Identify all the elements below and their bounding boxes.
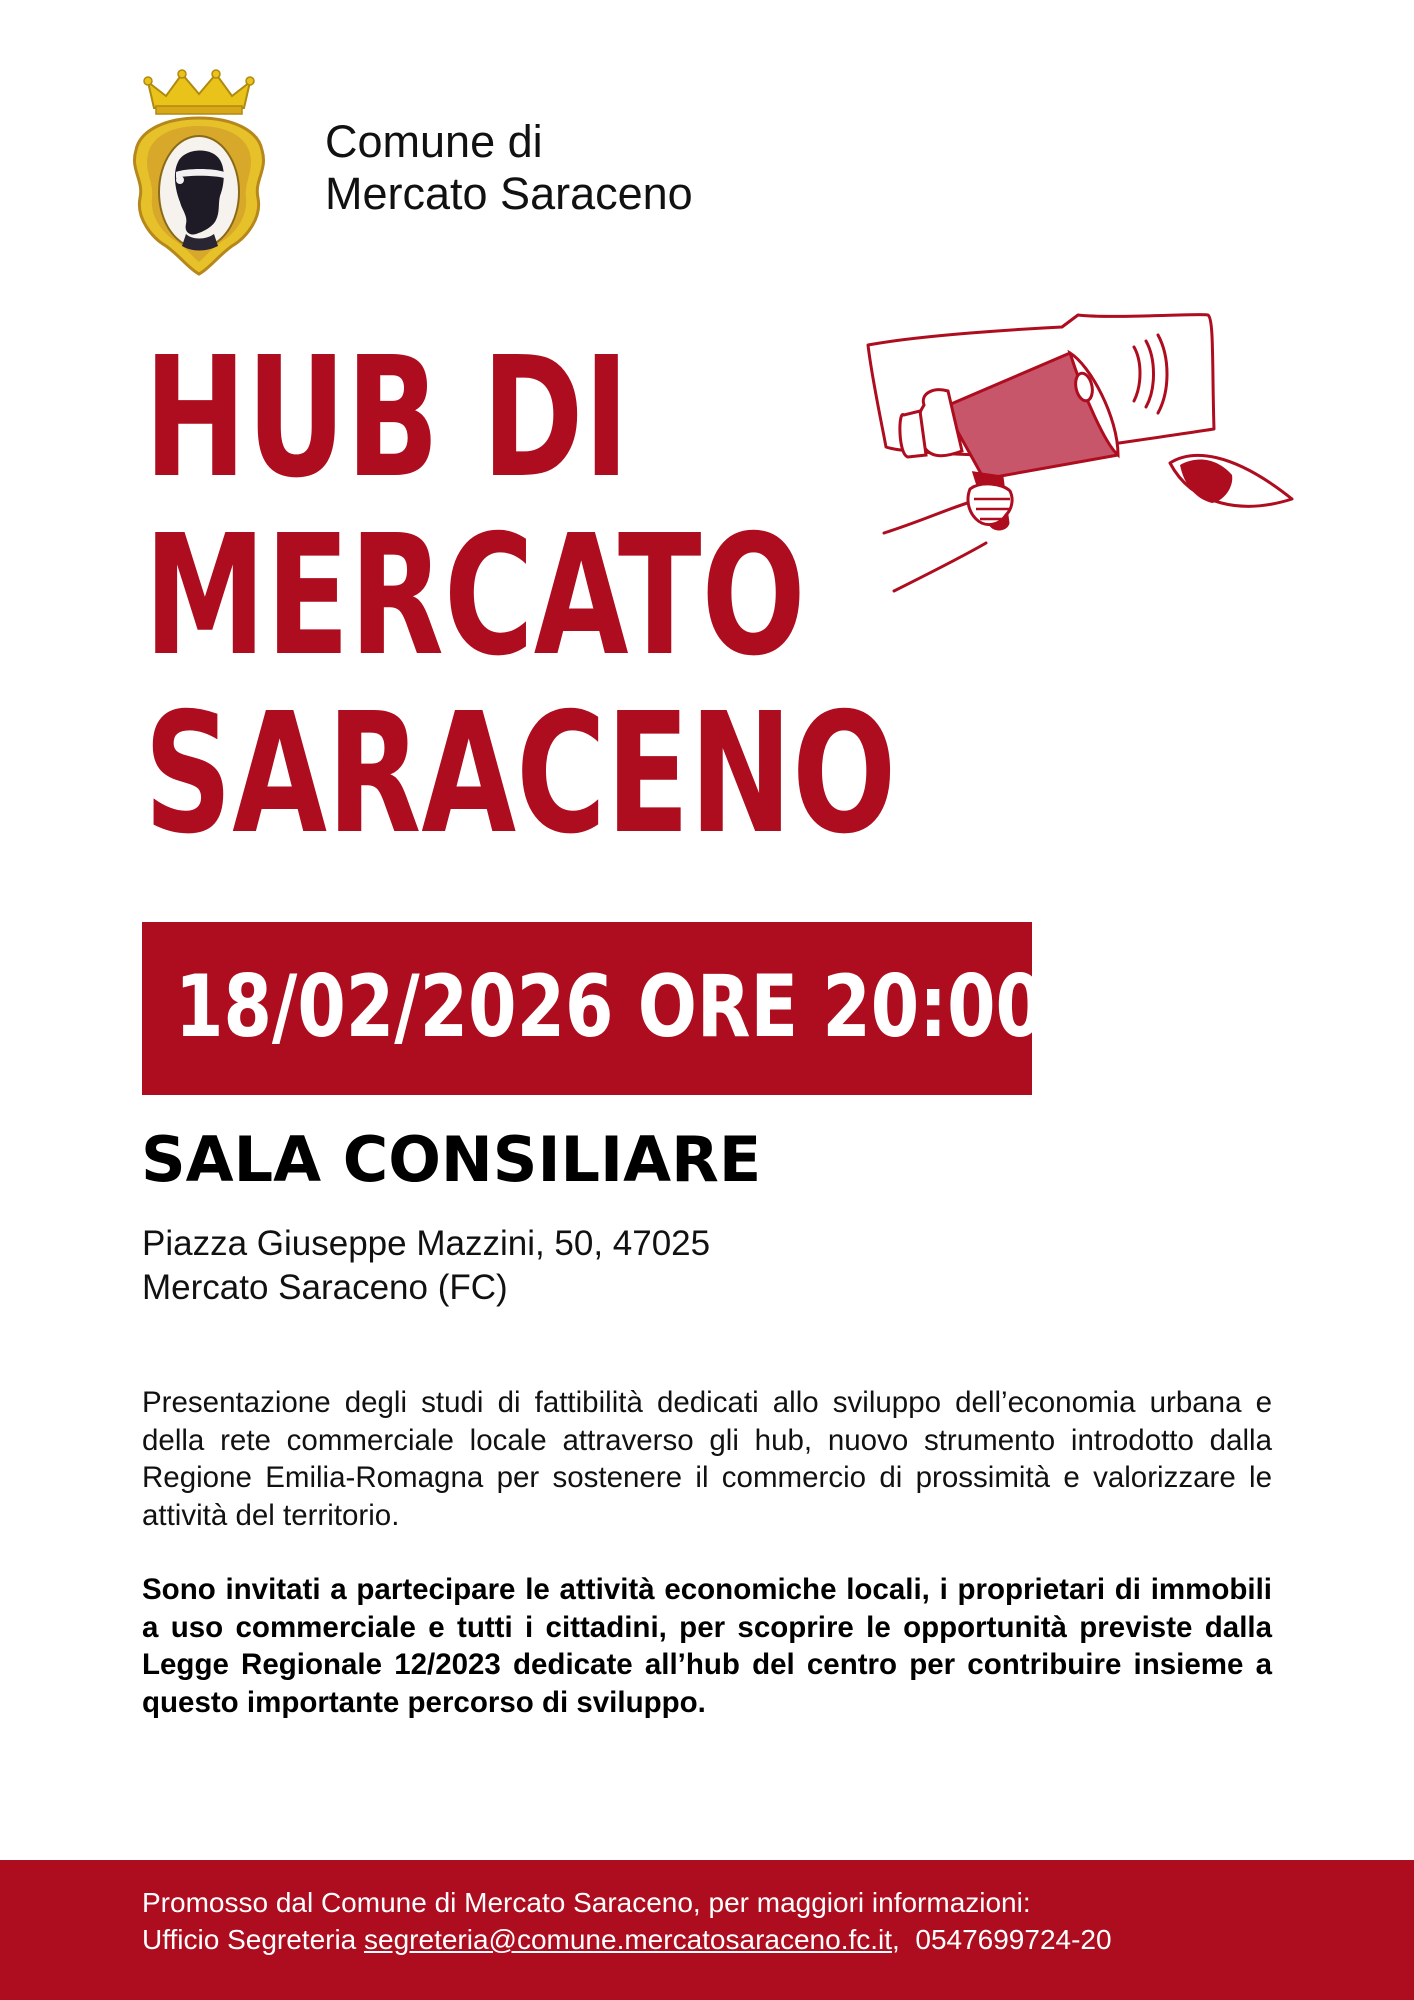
footer-separator: , bbox=[892, 1924, 916, 1955]
intro-paragraph: Presentazione degli studi di fattibilità dedicati allo sviluppo dell’economia urbana e della rete commerciale locale attraverso gli hub, nuovo strumento introdotto dalla Regione Emilia-Romagna per sostenere il commercio di prossimità e valorizzare le attività del territorio. bbox=[142, 1386, 1272, 1532]
municipality-line-2: Mercato Saraceno bbox=[325, 168, 693, 219]
hero-title-line-3: SARACENO bbox=[144, 678, 897, 871]
venue-address bbox=[142, 1222, 710, 1310]
footer-phone: 0547699724-20 bbox=[915, 1924, 1112, 1955]
municipality-name bbox=[325, 116, 693, 220]
municipality-line-1: Comune di bbox=[325, 116, 543, 167]
event-datetime: 18/02/2026 ORE 20:00 bbox=[175, 957, 1044, 1057]
footer-office-label: Ufficio Segreteria bbox=[142, 1924, 365, 1955]
address-line-2: Mercato Saraceno (FC) bbox=[142, 1268, 508, 1307]
footer-info bbox=[142, 1884, 1112, 1958]
hero-title-line-2: MERCATO bbox=[144, 500, 806, 693]
footer-email-link[interactable]: segreteria@comune.mercatosaraceno.fc.it bbox=[364, 1924, 893, 1955]
hero-title bbox=[144, 322, 897, 871]
megaphone-icon bbox=[862, 305, 1294, 595]
footer-line-1: Promosso dal Comune di Mercato Saraceno, per maggiori informazioni: bbox=[142, 1887, 1031, 1918]
hero-title-line-1: HUB DI bbox=[144, 322, 630, 515]
footer-line-2 bbox=[142, 1921, 1112, 1958]
venue-title: SALA CONSILIARE bbox=[141, 1123, 762, 1196]
address-line-1: Piazza Giuseppe Mazzini, 50, 47025 bbox=[142, 1224, 711, 1263]
municipal-crest-icon bbox=[126, 68, 272, 280]
invite-paragraph: Sono invitati a partecipare le attività economiche locali, i proprietari di immobili a uso commerciale e tutti i cittadini, per scoprire le opportunità previste dalla Legge Regionale 12/2023 dedicate all’hub del centro per contribuire insieme a questo importante percorso di sviluppo. bbox=[142, 1573, 1272, 1719]
